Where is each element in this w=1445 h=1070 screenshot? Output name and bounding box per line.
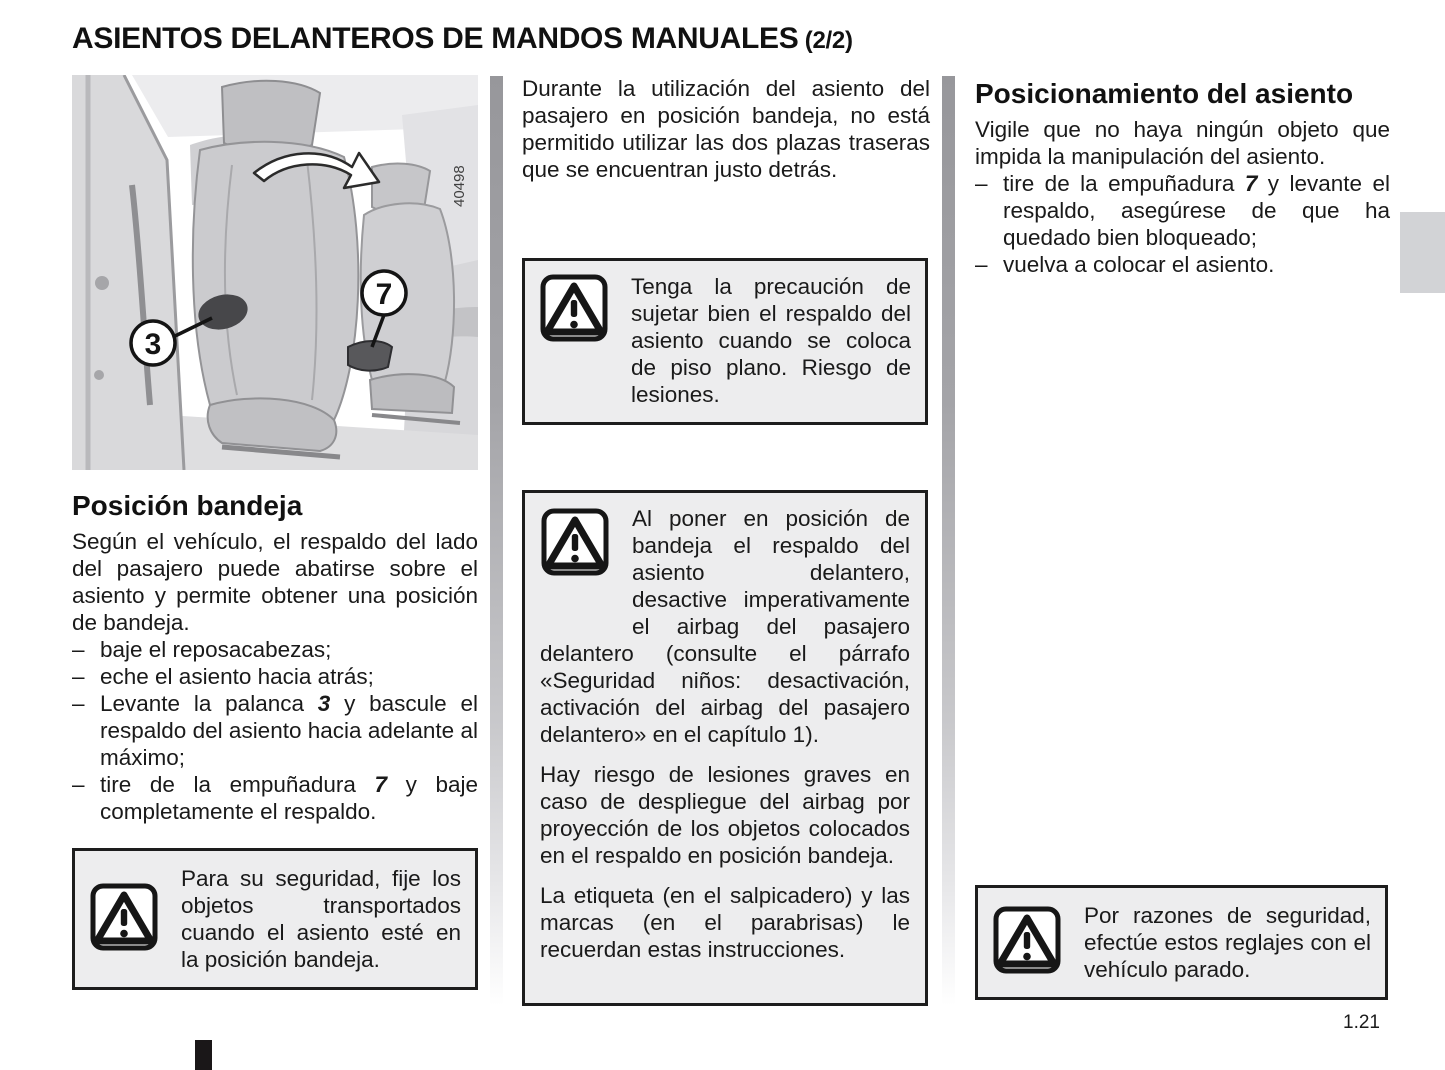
warning-paragraph: La etiqueta (en el salpicadero) y las marcas (en el parabrisas) le recuerdan estas instrucciones. — [540, 883, 910, 962]
warning-box-secure-objects — [72, 848, 478, 990]
list-item: – eche el asiento hacia atrás; — [72, 664, 374, 689]
warning-paragraph: Hay riesgo de lesiones graves en caso de despliegue del airbag por proyección de los objetos colocados en el respaldo en posición bandeja. — [540, 762, 910, 868]
fold-handle — [348, 341, 392, 371]
warning-box-airbag — [522, 490, 928, 1006]
page-title-suffix: (2/2) — [798, 27, 853, 54]
left-intro-paragraph: Según el vehículo, el respaldo del lado del pasajero puede abatirse sobre el asiento y permite obtener una posición de bandeja. — [72, 529, 478, 635]
warning-box-vehicle-stopped — [975, 885, 1388, 1000]
page-title-main: ASIENTOS DELANTEROS DE MANDOS MANUALES — [72, 22, 799, 55]
right-instruction-list — [975, 170, 1390, 278]
column-divider-left — [490, 76, 503, 1006]
page-title — [72, 22, 1372, 56]
column-divider-right — [942, 76, 955, 1006]
warning-triangle-icon — [992, 905, 1062, 980]
chapter-edge-tab — [1400, 212, 1445, 293]
right-column — [975, 78, 1390, 1000]
seat-back — [193, 142, 359, 420]
callout-7-label: 7 — [375, 278, 393, 311]
warning-text: Por razones de seguridad, efectúe estos reglajes con el vehículo parado. — [1084, 903, 1371, 982]
warning-triangle-icon — [540, 507, 610, 582]
page-number: 1.21 — [1343, 1012, 1380, 1033]
figure-number: 40498 — [451, 165, 468, 207]
left-instruction-list — [72, 636, 478, 825]
list-item: – tire de la empuñadura 7 y baje completamente el respaldo. — [72, 772, 478, 824]
list-item: – tire de la empuñadura 7 y levante el respaldo, asegúrese de que ha quedado bien bloqueado; — [975, 171, 1390, 250]
seat-illustration-svg — [72, 75, 478, 470]
seat-illustration — [72, 75, 478, 470]
warning-triangle-icon — [539, 273, 609, 348]
right-section-heading: Posicionamiento del asiento — [975, 78, 1354, 109]
warning-text: Para su seguridad, fije los objetos transportados cuando el asiento esté en la posición bandeja. — [181, 866, 461, 972]
list-item: – Levante la palanca 3 y bascule el respaldo del asiento hacia adelante al máximo; — [72, 691, 478, 770]
list-item: – baje el reposacabezas; — [72, 637, 332, 662]
middle-column — [522, 75, 930, 1006]
print-registration-mark — [195, 1040, 212, 1070]
left-column — [72, 75, 478, 990]
right-intro-paragraph: Vigile que no haya ningún objeto que impida la manipulación del asiento. — [975, 117, 1390, 169]
warning-text: Tenga la precaución de sujetar bien el respaldo del asiento cuando se coloca de piso plano. Riesgo de lesiones. — [631, 274, 911, 407]
warning-paragraph: Al poner en posición de bandeja el respaldo del asiento delantero, desactive imperativamente el airbag del pasajero delantero (consulte el párrafo «Seguridad niños: desactivación, activación del airbag del pasajero delantero» en el capítulo 1). — [540, 506, 910, 747]
warning-box-hold-backrest — [522, 258, 928, 425]
callout-3-label: 3 — [144, 328, 162, 361]
list-item: – vuelva a colocar el asiento. — [975, 252, 1275, 277]
middle-intro-paragraph: Durante la utilización del asiento del pasajero en posición bandeja, no está permitido utilizar las dos plazas traseras que se encuentran justo detrás. — [522, 76, 930, 182]
left-section-heading: Posición bandeja — [72, 490, 303, 521]
warning-triangle-icon — [89, 882, 159, 957]
